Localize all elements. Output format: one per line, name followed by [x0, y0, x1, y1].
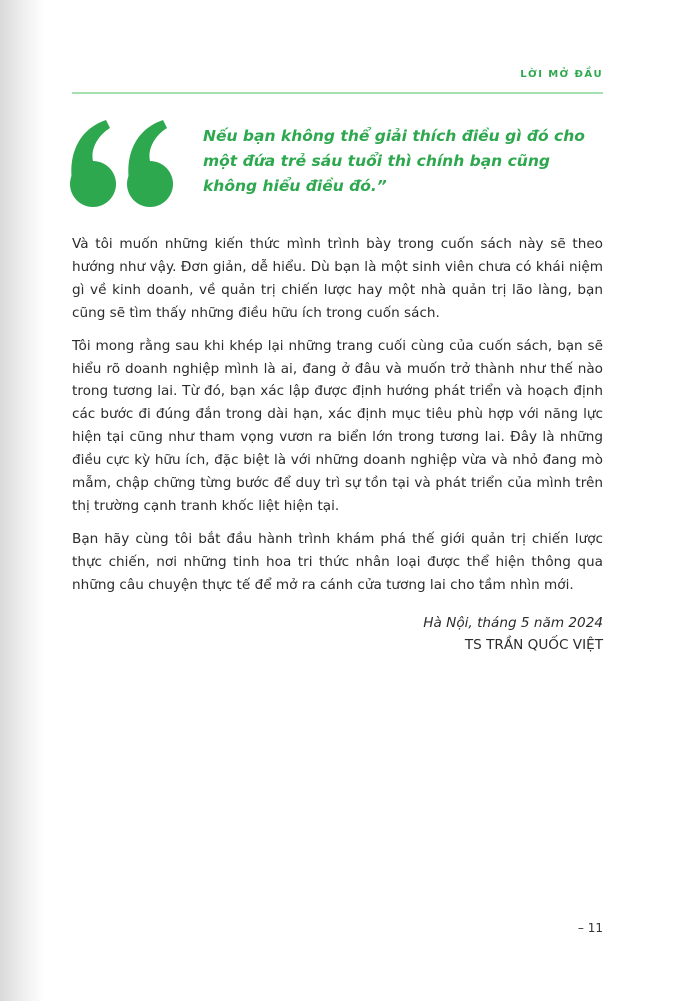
section-title: LỜI MỞ ĐẦU [520, 69, 603, 80]
quote-mark-icon [68, 116, 183, 212]
epigraph-quote: Nếu bạn không thể giải thích điều gì đó cho một đứa trẻ sáu tuổi thì chính bạn cũng không hiểu điều đó.” [203, 127, 585, 195]
paragraph: Bạn hãy cùng tôi bắt đầu hành trình khám phá thế giới quản trị chiến lược thực chiến, nơi những tinh hoa tri thức nhân loại được thể hiện thông qua những câu chuyện thực tế để mở ra cánh cửa tương lai cho tầm nhìn mới. [72, 530, 603, 593]
page-number: – 11 [577, 921, 603, 935]
book-spine-shadow [0, 0, 44, 1001]
author-name: TS TRẦN QUỐC VIỆT [464, 637, 603, 653]
signature-block [423, 612, 603, 656]
place-date: Hà Nội, tháng 5 năm 2024 [423, 615, 603, 631]
body-text [72, 233, 603, 607]
paragraph: Tôi mong rằng sau khi khép lại những trang cuối cùng của cuốn sách, bạn sẽ hiểu rõ doanh nghiệp mình là ai, đang ở đâu và muốn trở thành như thế nào trong tương lai. Từ đó, bạn xác lập được định hướng phát triển và hoạch định các bước đi đúng đắn trong dài hạn, xác định mục tiêu phù hợp với năng lực hiện tại cũng như tham vọng vươn ra biển lớn trong tương lai. Đây là những điều cực kỳ hữu ích, đặc biệt là với những doanh nghiệp vừa và nhỏ đang mò mẫm, chập chững từng bước để duy trì sự tồn tại và phát triển của mình trên thị trường cạnh tranh khốc liệt hiện tại. [72, 337, 603, 514]
paragraph: Và tôi muốn những kiến thức mình trình bày trong cuốn sách này sẽ theo hướng như vậy. Đơn giản, dễ hiểu. Dù bạn là một sinh viên chưa có khái niệm gì về kinh doanh, về quản trị chiến lược hay một nhà quản trị lão làng, bạn cũng sẽ tìm thấy những điều hữu ích trong cuốn sách. [72, 236, 603, 321]
header-divider [72, 92, 603, 94]
